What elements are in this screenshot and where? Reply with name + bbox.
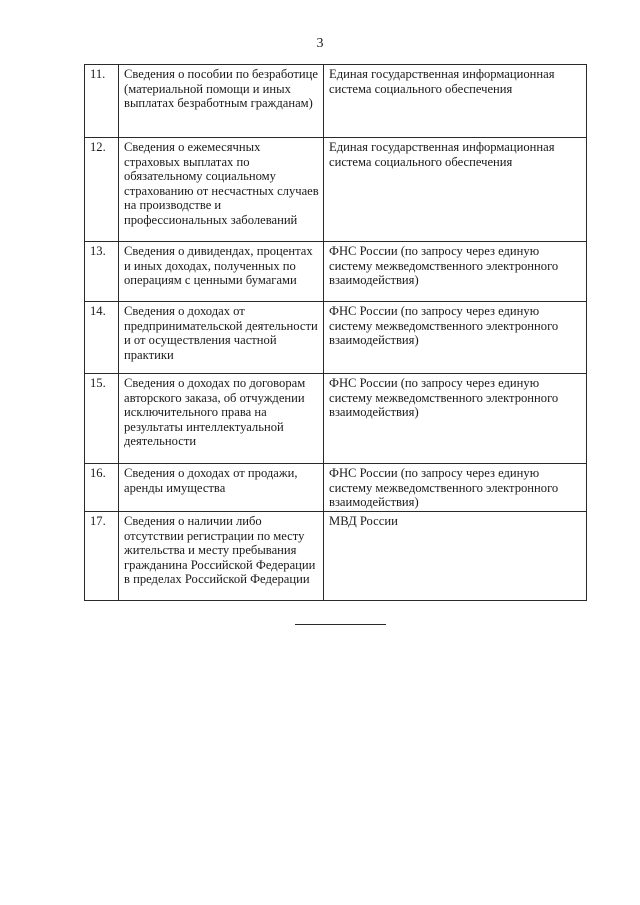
info-cell: Сведения о ежемесячных страховых выплатах по обязательному социальному страхованию от несчастных случаев на производстве и профессиональных заболеваний [119,138,324,242]
source-cell: ФНС России (по запросу через единую систему межведомственного электронного взаимодействия) [324,374,587,464]
row-number: 16. [85,464,119,512]
source-cell: Единая государственная информационная система социального обеспечения [324,65,587,138]
row-number: 11. [85,65,119,138]
info-cell: Сведения о доходах от предпринимательской деятельности и от осуществления частной практики [119,302,324,374]
row-number: 13. [85,242,119,302]
info-cell: Сведения о доходах по договорам авторского заказа, об отчуждении исключительного права на результаты интеллектуальной деятельности [119,374,324,464]
table-row [85,512,587,601]
closing-divider [295,624,386,625]
info-cell: Сведения о доходах от продажи, аренды имущества [119,464,324,512]
row-number: 12. [85,138,119,242]
table-row [85,138,587,242]
row-number: 17. [85,512,119,601]
page-number: 3 [316,36,324,51]
table-row [85,464,587,512]
table-row [85,242,587,302]
row-number: 15. [85,374,119,464]
source-cell: Единая государственная информационная система социального обеспечения [324,138,587,242]
source-cell: ФНС России (по запросу через единую систему межведомственного электронного взаимодействия) [324,464,587,512]
source-cell: ФНС России (по запросу через единую систему межведомственного электронного взаимодействия) [324,302,587,374]
info-cell: Сведения о дивидендах, процентах и иных доходах, полученных по операциям с ценными бумагами [119,242,324,302]
source-cell: ФНС России (по запросу через единую систему межведомственного электронного взаимодействия) [324,242,587,302]
row-number: 14. [85,302,119,374]
source-cell: МВД России [324,512,587,601]
table-row [85,65,587,138]
info-cell: Сведения о наличии либо отсутствии регистрации по месту жительства и месту пребывания гражданина Российской Федерации в пределах Российской Федерации [119,512,324,601]
table-row [85,374,587,464]
table-row [85,302,587,374]
info-cell: Сведения о пособии по безработице (материальной помощи и иных выплатах безработным гражданам) [119,65,324,138]
data-sources-table [84,64,587,601]
